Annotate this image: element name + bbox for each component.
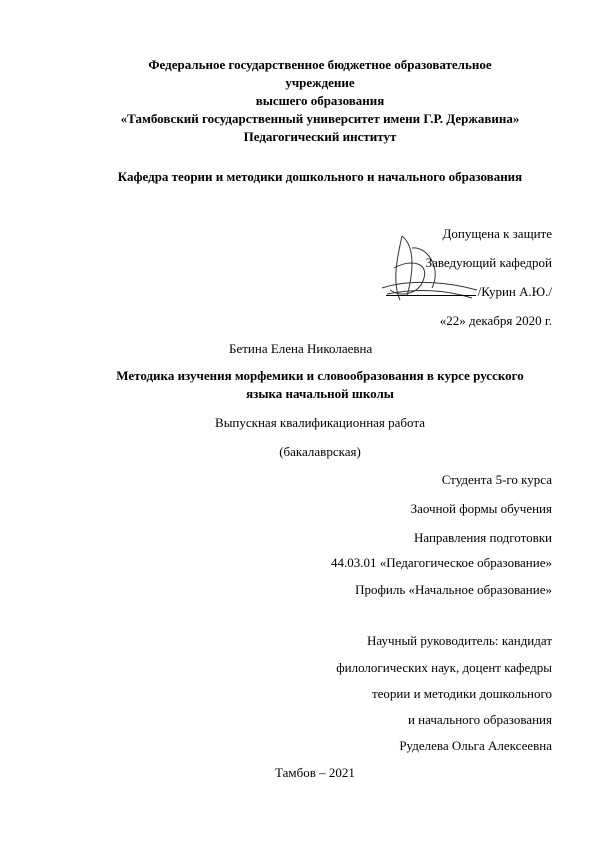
student-course: Студента 5-го курса [441, 472, 552, 487]
head-name: /Курин А.Ю./ [477, 284, 552, 299]
thesis-title [0, 367, 595, 403]
approval-date: «22» декабря 2020 г. [439, 313, 552, 328]
city-year: Тамбов – 2021 [275, 765, 355, 780]
thesis-title-line-2: языка начальной школы [246, 386, 394, 401]
signature-line [386, 295, 476, 296]
profile: Профиль «Начальное образование» [355, 582, 552, 597]
department-name: Кафедра теории и методики дошкольного и начального образования [117, 169, 523, 184]
head-of-department-label: Заведующий кафедрой [425, 255, 552, 270]
direction-code: 44.03.01 «Педагогическое образование» [330, 555, 552, 570]
header-line-1: Федеральное государственное бюджетное образовательное [148, 57, 492, 72]
direction-label: Направления подготовки [413, 530, 552, 545]
supervisor-line-2: филологических наук, доцент кафедры [336, 660, 552, 675]
supervisor-line-3: теории и методики дошкольного [371, 686, 552, 701]
header-line-2: учреждение [285, 75, 355, 90]
degree: (бакалаврская) [279, 444, 361, 459]
study-form: Заочной формы обучения [410, 501, 552, 516]
work-type: Выпускная квалификационная работа [215, 415, 425, 430]
header-line-5: Педагогический институт [243, 129, 397, 144]
thesis-title-line-1: Методика изучения морфемики и словообразования в курсе русского [116, 368, 524, 383]
header-line-3: высшего образования [255, 93, 385, 108]
supervisor-line-4: и начального образования [407, 712, 552, 727]
author-name: Бетина Елена Николаевна [229, 341, 373, 356]
supervisor-name: Руделева Ольга Алексеевна [399, 738, 552, 753]
admitted-label: Допущена к защите [442, 226, 552, 241]
supervisor-line-1: Научный руководитель: кандидат [366, 633, 552, 648]
header-line-4: «Тамбовский государственный университет имени Г.Р. Державина» [120, 111, 520, 126]
university-header [0, 56, 595, 146]
